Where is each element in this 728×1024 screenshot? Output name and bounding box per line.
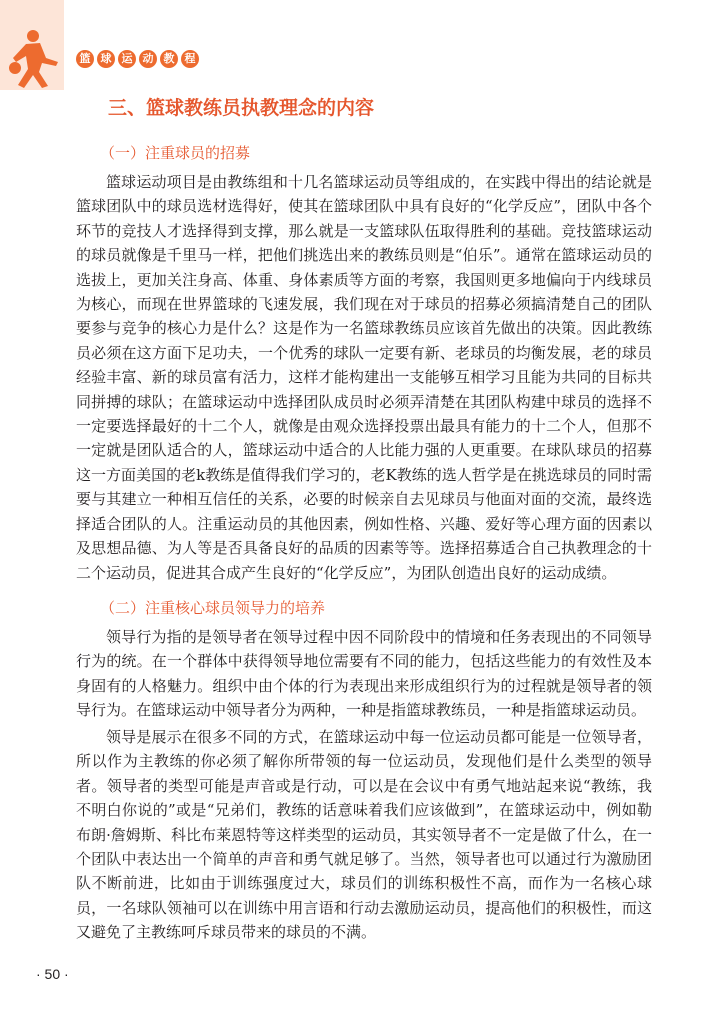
section-title: 三、篮球教练员执教理念的内容 [108,97,375,119]
subsection-title: （一）注重球员的招募 [100,144,251,162]
book-tag-char: 运 [118,50,136,68]
book-tag-char: 篮 [76,50,94,68]
body-paragraph: 领导是展示在很多不同的方式，在篮球运动中每一位运动员都可能是一位领导者，所以作为主教练的你必须了解你所带领的每一位运动员，发现他们是什么类型的领导者。领导者的类型可能是声音或是行动，可以是在会议中有勇气地站起来说“教练，我不明白你说的”或是“兄弟们，教练的话意味着我们应该做到”，在篮球运动中，例如勒布朗·詹姆斯、科比布莱恩特等这样类型的运动员，其实领导者不一定是做了什么，在一个团队中表达出一个简单的声音和勇气就足够了。当然，领导者也可以通过行为激励团队不断前进，比如由于训练强度过大，球员们的训练积极性不高，而作为一名核心球员，一名球队领袖可以在训练中用言语和行动去激励运动员，提高他们的积极性，而这又避免了主教练呵斥球员带来的球员的不满。 [76,728,652,942]
book-tag-char: 程 [181,50,199,68]
body-paragraph: 领导行为指的是领导者在领导过程中因不同阶段中的情境和任务表现出的不同领导行为的统。在一个群体中获得领导地位需要有不同的能力，包括这些能力的有效性及本身固有的人格魅力。组织中由个体的行为表现出来形成组织行为的过程就是领导者的领导行为。在篮球运动中领导者分为两种，一种是指篮球教练员，一种是指篮球运动员。 [76,628,652,720]
book-tag-char: 教 [160,50,178,68]
subsection-title: （二）注重核心球员领导力的培养 [100,599,326,617]
basketball-player-icon [6,28,64,90]
book-title-tag [76,50,199,68]
book-tag-char: 动 [139,50,157,68]
body-paragraph: 篮球运动项目是由教练组和十几名篮球运动员等组成的，在实践中得出的结论就是篮球团队中的球员选材选得好，使其在篮球团队中具有良好的“化学反应”，团队中各个环节的竞技人才选择得到支撑，那么就是一支篮球队伍取得胜利的基础。竞技篮球运动的球员就像是千里马一样，把他们挑选出来的教练员则是“伯乐”。通常在篮球运动员的选拔上，更加关注身高、体重、身体素质等方面的考察，我国则更多地偏向于内线球员为核心，而现在世界篮球的飞速发展，我们现在对于球员的招募必须搞清楚自己的团队要参与竞争的核心力是什么？这是作为一名篮球教练员应该首先做出的决策。因此教练员必须在这方面下足功夫，一个优秀的球队一定要有新、老球员的均衡发展，老的球员经验丰富、新的球员富有活力，这样才能构建出一支能够互相学习且能为共同的目标共同拼搏的球队；在篮球运动中选择团队成员时必须弄清楚在其团队构建中球员的选择不一定要选择最好的十二个人，就像是由观众选择投票出最具有能力的十二个人，但那不一定就是团队适合的人，篮球运动中适合的人比能力强的人更重要。在球队球员的招募这一方面美国的老k教练是值得我们学习的，老K教练的选人哲学是在挑选球员的同时需要与其建立一种相互信任的关系，必要的时候亲自去见球员与他面对面的交流，最终选择适合团队的人。注重运动员的其他因素，例如性格、兴趣、爱好等心理方面的因素以及思想品德、为人等是否具备良好的品质的因素等等。选择招募适合自己执教理念的十二个运动员，促进其合成产生良好的“化学反应”，为团队创造出良好的运动成绩。 [76,173,652,582]
page-number: · 50 · [36,966,69,982]
book-tag-char: 球 [97,50,115,68]
